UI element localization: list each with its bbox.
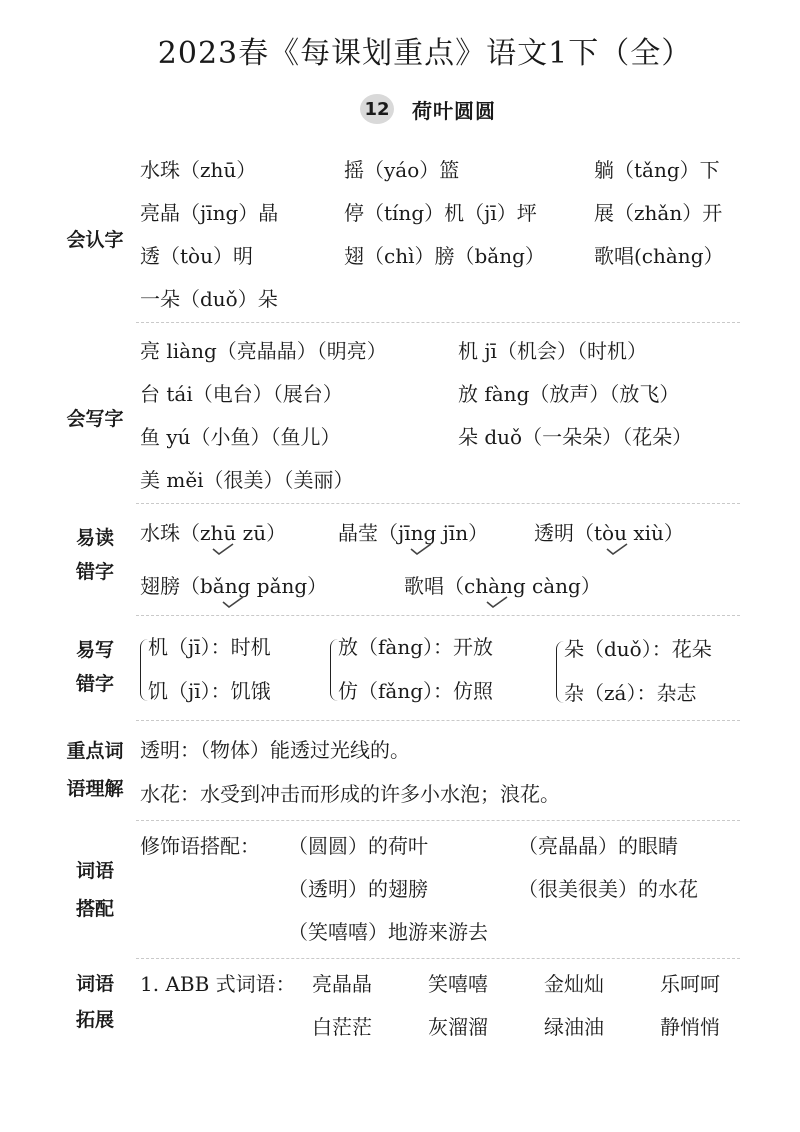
label-line: 重点词 xyxy=(66,740,124,762)
extension-item: 金灿灿 xyxy=(544,972,604,996)
section-label xyxy=(56,633,134,701)
recognize-item: 展（zhǎn）开 xyxy=(594,201,723,225)
miswrite-item: 杂（zá）：杂志 xyxy=(564,681,697,705)
write-item: 朵 duǒ（一朵朵）（花朵） xyxy=(458,425,693,449)
label-line: 易写 xyxy=(75,639,114,661)
write-item: 台 tái（电台）（展台） xyxy=(140,382,343,406)
keyword-item: 透明：（物体）能透过光线的。 xyxy=(140,738,410,762)
misread-item: 晶莹（jīng jīn） xyxy=(338,521,489,545)
miswrite-item: 饥（jī）：饥饿 xyxy=(148,679,271,703)
miswrite-item: 仿（fǎng）：仿照 xyxy=(338,679,494,703)
misread-item: 歌唱（chàng càng） xyxy=(404,574,601,598)
check-mark-icon xyxy=(212,543,234,555)
extension-item: 静悄悄 xyxy=(660,1015,720,1039)
recognize-item: 一朵（duǒ）朵 xyxy=(140,287,278,311)
miswrite-item: 放（fàng）：开放 xyxy=(338,635,494,659)
section-divider xyxy=(136,958,740,959)
extension-item: 白茫茫 xyxy=(312,1015,372,1039)
section-divider xyxy=(136,720,740,721)
recognize-item: 透（tòu）明 xyxy=(140,244,253,268)
collocation-item: （透明）的翅膀 xyxy=(288,877,428,901)
recognize-item: 停（tíng）机（jī）坪 xyxy=(344,201,537,225)
write-item: 鱼 yú（小鱼）（鱼儿） xyxy=(140,425,341,449)
collocation-item: （很美很美）的水花 xyxy=(518,877,698,901)
miswrite-item: 机（jī）：时机 xyxy=(148,635,271,659)
section-divider xyxy=(136,615,740,616)
label-line: 语理解 xyxy=(66,778,124,800)
write-item: 亮 liàng（亮晶晶）（明亮） xyxy=(140,339,387,363)
check-mark-icon xyxy=(486,596,508,608)
section-label xyxy=(56,521,134,589)
extension-item: 绿油油 xyxy=(544,1015,604,1039)
section-label xyxy=(56,852,134,928)
label-line: 拓展 xyxy=(75,1009,114,1031)
page-title: 2023春《每课划重点》语文1下（全） xyxy=(157,36,693,71)
check-mark-icon xyxy=(606,543,628,555)
lesson-header xyxy=(360,92,496,126)
label-line: 错字 xyxy=(75,673,114,695)
misread-item: 水珠（zhū zū） xyxy=(140,521,287,545)
label-line: 易读 xyxy=(75,527,114,549)
section-label: 会写字 xyxy=(66,408,124,430)
recognize-item: 躺（tǎng）下 xyxy=(594,158,720,182)
check-mark-icon xyxy=(222,596,244,608)
collocation-lead: 修饰语搭配： xyxy=(140,834,260,858)
lesson-name: 荷叶圆圆 xyxy=(412,98,496,123)
label-line: 错字 xyxy=(75,561,114,583)
collocation-item: （亮晶晶）的眼睛 xyxy=(518,834,678,858)
write-item: 机 jī（机会）（时机） xyxy=(458,339,647,363)
lesson-number: 12 xyxy=(360,94,394,124)
collocation-item: （圆圆）的荷叶 xyxy=(288,834,428,858)
section-divider xyxy=(136,503,740,504)
write-item: 放 fàng（放声）（放飞） xyxy=(458,382,680,406)
section-divider xyxy=(136,322,740,323)
extension-lead: 1. ABB 式词语： xyxy=(140,972,296,996)
keyword-item: 水花：水受到冲击而形成的许多小水泡；浪花。 xyxy=(140,782,560,806)
section-label xyxy=(56,966,134,1038)
recognize-item: 翅（chì）膀（bǎng） xyxy=(344,244,545,268)
recognize-item: 水珠（zhū） xyxy=(140,158,257,182)
recognize-item: 摇（yáo）篮 xyxy=(344,158,460,182)
misread-item: 翅膀（bǎng pǎng） xyxy=(140,574,328,598)
extension-item: 乐呵呵 xyxy=(660,972,720,996)
section-divider xyxy=(136,820,740,821)
recognize-item: 亮晶（jīng）晶 xyxy=(140,201,279,225)
miswrite-item: 朵（duǒ）：花朵 xyxy=(564,637,712,661)
extension-item: 灰溜溜 xyxy=(428,1015,488,1039)
section-label xyxy=(50,732,140,808)
extension-item: 亮晶晶 xyxy=(312,972,372,996)
misread-item: 透明（tòu xiù） xyxy=(534,521,684,545)
collocation-item: （笑嘻嘻）地游来游去 xyxy=(288,920,488,944)
check-mark-icon xyxy=(410,543,432,555)
label-line: 词语 xyxy=(75,973,114,995)
write-item: 美 měi（很美）（美丽） xyxy=(140,468,354,492)
extension-item: 笑嘻嘻 xyxy=(428,972,488,996)
label-line: 搭配 xyxy=(75,898,114,920)
recognize-item: 歌唱(chàng） xyxy=(594,244,724,268)
section-label: 会认字 xyxy=(66,229,124,251)
label-line: 词语 xyxy=(75,860,114,882)
